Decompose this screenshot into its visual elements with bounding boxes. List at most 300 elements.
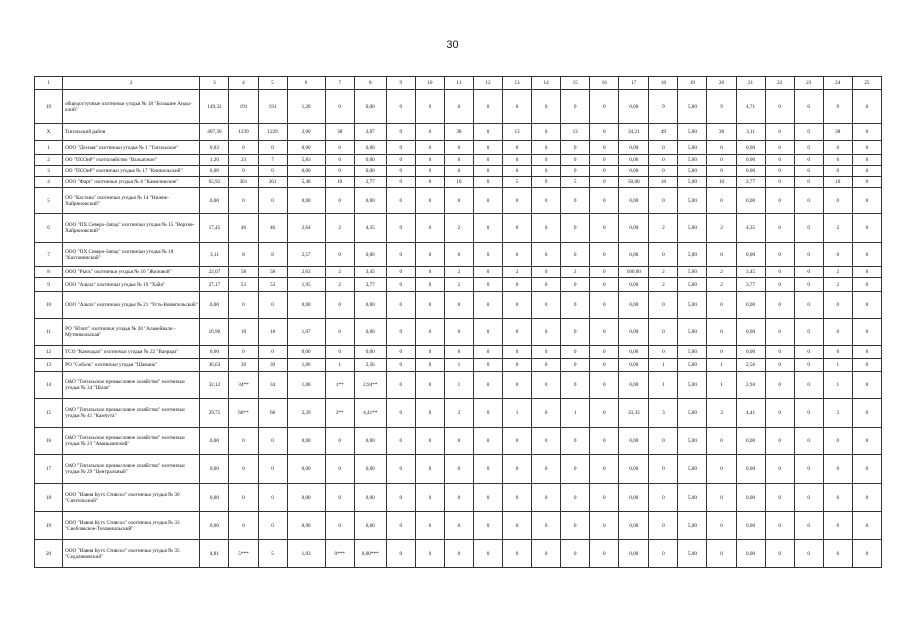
- value-cell: 0: [794, 278, 823, 292]
- value-cell: 0: [649, 141, 678, 155]
- value-cell: 0: [503, 512, 532, 540]
- value-cell: 0: [765, 346, 794, 359]
- value-cell: 0: [794, 90, 823, 124]
- column-number-cell: 11: [444, 77, 473, 90]
- value-cell: 0: [444, 141, 473, 155]
- value-cell: 0,00: [200, 346, 229, 359]
- value-cell: 0,00: [736, 319, 765, 346]
- value-cell: 361: [258, 177, 287, 188]
- value-cell: 0: [473, 166, 502, 177]
- value-cell: 0: [473, 455, 502, 484]
- value-cell: 0: [532, 428, 561, 455]
- value-cell: 34**: [229, 372, 258, 399]
- value-cell: 58: [229, 267, 258, 278]
- row-number-cell: 11: [35, 319, 63, 346]
- value-cell: 0: [852, 399, 881, 428]
- value-cell: 2,56: [736, 359, 765, 372]
- value-cell: 5,00: [678, 214, 707, 243]
- value-cell: 0: [503, 243, 532, 267]
- value-cell: 0: [561, 90, 590, 124]
- value-cell: 0: [532, 484, 561, 512]
- value-cell: 0: [325, 188, 354, 214]
- value-cell: 0: [325, 484, 354, 512]
- value-cell: 0: [590, 346, 619, 359]
- value-cell: 0,00: [354, 428, 386, 455]
- value-cell: 3,11: [200, 243, 229, 267]
- value-cell: 0: [532, 292, 561, 319]
- value-cell: 0,00: [619, 278, 649, 292]
- column-number-cell: 8: [354, 77, 386, 90]
- value-cell: 0: [794, 319, 823, 346]
- value-cell: 0: [386, 428, 415, 455]
- value-cell: 0: [503, 346, 532, 359]
- value-cell: 0: [532, 214, 561, 243]
- value-cell: 0: [386, 399, 415, 428]
- value-cell: 0: [229, 166, 258, 177]
- table-row: [35, 346, 882, 359]
- value-cell: 0: [590, 292, 619, 319]
- value-cell: 0: [765, 188, 794, 214]
- value-cell: 0: [765, 359, 794, 372]
- row-number-cell: 3: [35, 166, 63, 177]
- value-cell: 0: [415, 141, 444, 155]
- value-cell: 0,00: [354, 155, 386, 166]
- value-cell: 0: [590, 372, 619, 399]
- value-cell: 0: [532, 372, 561, 399]
- value-cell: 0: [503, 141, 532, 155]
- value-cell: 0: [852, 124, 881, 141]
- value-cell: 2: [325, 214, 354, 243]
- value-cell: 5,00: [678, 278, 707, 292]
- value-cell: 0: [473, 124, 502, 141]
- value-cell: 0: [258, 428, 287, 455]
- value-cell: 0: [823, 319, 852, 346]
- value-cell: 0: [852, 540, 881, 568]
- hunting-ground-name-cell: ООО "ПХ Северо-Запад" охотничьи угодья № 15 "Верхне-Хайрюзовский": [63, 214, 200, 243]
- table-row: [35, 141, 882, 155]
- value-cell: 0,00: [287, 141, 325, 155]
- table-row: [35, 540, 882, 568]
- table-row: [35, 243, 882, 267]
- value-cell: 5,00: [678, 124, 707, 141]
- table-row: [35, 267, 882, 278]
- value-cell: 0: [415, 177, 444, 188]
- value-cell: 0: [765, 267, 794, 278]
- value-cell: 46: [258, 214, 287, 243]
- value-cell: 0: [707, 319, 736, 346]
- value-cell: 0: [823, 540, 852, 568]
- value-cell: 0: [386, 372, 415, 399]
- value-cell: 0,00: [287, 346, 325, 359]
- value-cell: 0: [532, 155, 561, 166]
- value-cell: 0,00: [736, 155, 765, 166]
- value-cell: 49: [649, 124, 678, 141]
- value-cell: 0: [561, 346, 590, 359]
- value-cell: 68**: [229, 399, 258, 428]
- value-cell: 5,00: [678, 540, 707, 568]
- value-cell: 0,00: [287, 188, 325, 214]
- row-number-cell: 10: [35, 292, 63, 319]
- value-cell: 0,00: [200, 188, 229, 214]
- value-cell: 18: [229, 319, 258, 346]
- value-cell: 0: [503, 455, 532, 484]
- table-row: [35, 484, 882, 512]
- value-cell: 0: [473, 399, 502, 428]
- value-cell: 0: [229, 512, 258, 540]
- value-cell: 0: [415, 540, 444, 568]
- value-cell: 100,00: [619, 267, 649, 278]
- value-cell: 0: [794, 141, 823, 155]
- table-row: [35, 166, 882, 177]
- value-cell: 0: [852, 267, 881, 278]
- value-cell: 0: [386, 319, 415, 346]
- value-cell: 50,00: [619, 177, 649, 188]
- value-cell: 5,00: [678, 319, 707, 346]
- value-cell: 38: [823, 124, 852, 141]
- value-cell: 2: [561, 267, 590, 278]
- value-cell: 1: [823, 359, 852, 372]
- value-cell: 0: [444, 243, 473, 267]
- value-cell: 0: [386, 484, 415, 512]
- column-number-cell: 18: [649, 77, 678, 90]
- value-cell: 0: [386, 141, 415, 155]
- value-cell: 0: [325, 155, 354, 166]
- value-cell: 0: [415, 346, 444, 359]
- value-cell: 0: [532, 346, 561, 359]
- value-cell: 0: [325, 346, 354, 359]
- value-cell: 0: [503, 484, 532, 512]
- value-cell: 0: [386, 124, 415, 141]
- value-cell: 4,41: [736, 399, 765, 428]
- value-cell: 0: [503, 188, 532, 214]
- value-cell: 2: [444, 214, 473, 243]
- hunting-ground-name-cell: ОАО "Тигильское промысловое хозяйство" охотничьи угодья № 41 "Камчута": [63, 399, 200, 428]
- hunting-ground-name-cell: РО "Соболь" охотничьи угодья "Шамань": [63, 359, 200, 372]
- row-number-cell: 12: [35, 346, 63, 359]
- value-cell: 0: [823, 155, 852, 166]
- value-cell: 0: [707, 540, 736, 568]
- value-cell: 2,56: [354, 359, 386, 372]
- value-cell: 1,07: [287, 319, 325, 346]
- value-cell: 5,00: [678, 346, 707, 359]
- value-cell: 0: [590, 141, 619, 155]
- value-cell: 0: [444, 512, 473, 540]
- table-row: [35, 399, 882, 428]
- value-cell: 0: [823, 243, 852, 267]
- value-cell: 3,77: [736, 278, 765, 292]
- value-cell: 0: [590, 540, 619, 568]
- value-cell: 0: [473, 292, 502, 319]
- value-cell: 2: [823, 267, 852, 278]
- value-cell: 0: [765, 428, 794, 455]
- value-cell: 1: [503, 399, 532, 428]
- value-cell: 0: [444, 484, 473, 512]
- value-cell: 0: [852, 188, 881, 214]
- value-cell: 10: [325, 177, 354, 188]
- value-cell: 0: [765, 166, 794, 177]
- value-cell: 5,00: [678, 90, 707, 124]
- value-cell: 0: [707, 428, 736, 455]
- value-cell: 0: [473, 177, 502, 188]
- value-cell: 5,00: [678, 428, 707, 455]
- value-cell: 0: [765, 177, 794, 188]
- value-cell: 0: [765, 90, 794, 124]
- value-cell: 0,00: [736, 188, 765, 214]
- value-cell: 0: [386, 346, 415, 359]
- table-row: [35, 319, 882, 346]
- column-number-cell: 7: [325, 77, 354, 90]
- value-cell: 0,00: [619, 359, 649, 372]
- value-cell: 1: [325, 359, 354, 372]
- value-cell: 0,00: [287, 512, 325, 540]
- value-cell: 0: [444, 166, 473, 177]
- row-number-cell: 4: [35, 177, 63, 188]
- value-cell: 1**: [325, 372, 354, 399]
- row-number-cell: 9: [35, 278, 63, 292]
- value-cell: 0,00: [354, 455, 386, 484]
- value-cell: 0: [532, 243, 561, 267]
- value-cell: 0: [561, 455, 590, 484]
- value-cell: 0,00: [287, 455, 325, 484]
- value-cell: 0: [649, 484, 678, 512]
- value-cell: 0: [794, 540, 823, 568]
- value-cell: 2,64: [287, 214, 325, 243]
- value-cell: 10: [444, 177, 473, 188]
- value-cell: 0: [473, 540, 502, 568]
- value-cell: 13: [561, 124, 590, 141]
- table-row: [35, 90, 882, 124]
- value-cell: 0,00: [354, 243, 386, 267]
- value-cell: 0: [325, 243, 354, 267]
- value-cell: 0: [561, 512, 590, 540]
- hunting-ground-name-cell: Тигильский район: [63, 124, 200, 141]
- value-cell: 0: [386, 243, 415, 267]
- value-cell: 0: [561, 540, 590, 568]
- value-cell: 1: [561, 399, 590, 428]
- value-cell: 191: [229, 90, 258, 124]
- hunting-ground-name-cell: ТСО "Камчадал" охотничьи угодья № 22 "Ваерара": [63, 346, 200, 359]
- column-number-row: [35, 77, 882, 90]
- value-cell: 23: [229, 155, 258, 166]
- value-cell: 0: [415, 214, 444, 243]
- value-cell: 0,00: [619, 484, 649, 512]
- value-cell: 0: [852, 166, 881, 177]
- value-cell: 0: [503, 319, 532, 346]
- value-cell: 8: [258, 243, 287, 267]
- hunting-ground-name-cell: ООО "Альпа" охотничьи угодья № 21 "Усть-Воямпольский": [63, 292, 200, 319]
- value-cell: 0: [561, 155, 590, 166]
- value-cell: 0: [765, 278, 794, 292]
- hunting-ground-name-cell: ООО "Иавия Кутх Стивсол" охотничьи угодья № 35 "Седаливовский": [63, 540, 200, 568]
- hunting-ground-name-cell: ООО "Альпа" охотничьи угодья № 19 "Хайл": [63, 278, 200, 292]
- value-cell: 0,00: [287, 428, 325, 455]
- value-cell: 1,03: [287, 540, 325, 568]
- value-cell: 0: [852, 214, 881, 243]
- value-cell: 0: [707, 292, 736, 319]
- value-cell: 0: [503, 155, 532, 166]
- row-number-cell: 18: [35, 484, 63, 512]
- value-cell: 1: [823, 372, 852, 399]
- value-cell: 0: [386, 359, 415, 372]
- value-cell: 9: [649, 90, 678, 124]
- value-cell: 13: [503, 124, 532, 141]
- value-cell: 0: [794, 166, 823, 177]
- value-cell: 0: [532, 319, 561, 346]
- value-cell: 4,35: [736, 214, 765, 243]
- value-cell: 0: [794, 155, 823, 166]
- value-cell: 3,00: [287, 124, 325, 141]
- value-cell: 0: [852, 90, 881, 124]
- value-cell: 0,00: [736, 141, 765, 155]
- value-cell: 0: [258, 292, 287, 319]
- value-cell: 0: [765, 292, 794, 319]
- value-cell: 0: [794, 399, 823, 428]
- value-cell: 0: [852, 455, 881, 484]
- value-cell: 0: [561, 141, 590, 155]
- value-cell: 2,57: [287, 243, 325, 267]
- value-cell: 1229: [258, 124, 287, 141]
- table-row: [35, 455, 882, 484]
- value-cell: 4,35: [354, 214, 386, 243]
- value-cell: 0,00: [619, 372, 649, 399]
- value-cell: 0: [503, 540, 532, 568]
- value-cell: 0: [649, 319, 678, 346]
- value-cell: 1: [707, 372, 736, 399]
- value-cell: 0: [852, 359, 881, 372]
- value-cell: 0: [386, 292, 415, 319]
- value-cell: 0: [229, 428, 258, 455]
- value-cell: 0: [444, 90, 473, 124]
- value-cell: 0: [386, 455, 415, 484]
- value-cell: 0: [532, 399, 561, 428]
- hunting-ground-name-cell: ОАО "Тигильское промысловое хозяйство" охотничьи угодья № 23 "Аваньаинский": [63, 428, 200, 455]
- value-cell: 0: [415, 124, 444, 141]
- table-body: [35, 77, 882, 568]
- value-cell: 39: [229, 359, 258, 372]
- value-cell: 2: [707, 278, 736, 292]
- value-cell: 0: [590, 155, 619, 166]
- value-cell: 0: [649, 292, 678, 319]
- value-cell: 0: [473, 319, 502, 346]
- value-cell: 0: [473, 188, 502, 214]
- value-cell: 0: [503, 214, 532, 243]
- value-cell: 0: [765, 124, 794, 141]
- value-cell: 0,00: [354, 166, 386, 177]
- value-cell: 36,63: [200, 359, 229, 372]
- value-cell: 0: [823, 428, 852, 455]
- value-cell: 0: [503, 90, 532, 124]
- hunting-ground-name-cell: ООО "Фарт" охотничьи угодья № 6 "Камилинские": [63, 177, 200, 188]
- value-cell: 0: [707, 346, 736, 359]
- value-cell: 0,00: [736, 166, 765, 177]
- value-cell: 0: [415, 372, 444, 399]
- value-cell: 0: [473, 512, 502, 540]
- value-cell: 0: [444, 292, 473, 319]
- value-cell: 0: [794, 455, 823, 484]
- value-cell: 0: [503, 359, 532, 372]
- value-cell: 0: [649, 512, 678, 540]
- column-number-cell: 5: [258, 77, 287, 90]
- value-cell: 5,00: [678, 484, 707, 512]
- value-cell: 27,17: [200, 278, 229, 292]
- table-row: [35, 292, 882, 319]
- value-cell: 0,00: [200, 512, 229, 540]
- value-cell: 0: [707, 512, 736, 540]
- value-cell: 1,06: [287, 359, 325, 372]
- value-cell: 0: [561, 292, 590, 319]
- hunting-ground-name-cell: ООО "Десная" охотничьи угодья № 1 "Тигильское": [63, 141, 200, 155]
- row-number-cell: 19: [35, 90, 63, 124]
- value-cell: 0: [765, 243, 794, 267]
- value-cell: 2,94**: [354, 372, 386, 399]
- value-cell: 0,00: [200, 484, 229, 512]
- value-cell: 3,45: [736, 267, 765, 278]
- hunting-ground-name-cell: ОАО "Тигильское промысловое хозяйство" охотничьи угодья № 29 "Центральный": [63, 455, 200, 484]
- value-cell: 2,77: [354, 177, 386, 188]
- value-cell: 0: [794, 188, 823, 214]
- value-cell: 0: [765, 319, 794, 346]
- row-number-cell: X: [35, 124, 63, 141]
- value-cell: 0,00: [354, 346, 386, 359]
- column-number-cell: 1: [35, 77, 63, 90]
- value-cell: 361: [229, 177, 258, 188]
- value-cell: 0,00: [354, 141, 386, 155]
- value-cell: 0: [532, 512, 561, 540]
- value-cell: 0: [590, 484, 619, 512]
- value-cell: 0: [707, 155, 736, 166]
- value-cell: 0: [503, 292, 532, 319]
- value-cell: 38: [444, 124, 473, 141]
- value-cell: 3,11: [736, 124, 765, 141]
- value-cell: 0: [852, 512, 881, 540]
- value-cell: 0,00: [736, 243, 765, 267]
- data-table: [34, 76, 882, 568]
- value-cell: 0: [590, 267, 619, 278]
- value-cell: 0,00: [619, 319, 649, 346]
- value-cell: 3,45: [354, 267, 386, 278]
- value-cell: 0: [561, 319, 590, 346]
- value-cell: 0: [415, 243, 444, 267]
- value-cell: 5,00: [678, 267, 707, 278]
- value-cell: 0: [325, 90, 354, 124]
- value-cell: 0***: [325, 540, 354, 568]
- row-number-cell: 1: [35, 141, 63, 155]
- hunting-ground-name-cell: РО "Юлит" охотничьи угодья № 20 "Альвейвали - Мутникольская": [63, 319, 200, 346]
- table-row: [35, 214, 882, 243]
- value-cell: 0: [823, 512, 852, 540]
- hunting-ground-name-cell: ОАО "Тигильское промысловое хозяйство" охотничьи угодья № 34 "Шлак": [63, 372, 200, 399]
- value-cell: 0: [258, 166, 287, 177]
- hunting-ground-name-cell: ООО "Иавия Кутх Стивсол" охотничьи угодья № 30 "Снегильский": [63, 484, 200, 512]
- value-cell: 0: [532, 90, 561, 124]
- value-cell: 0: [386, 278, 415, 292]
- value-cell: 0,00: [619, 188, 649, 214]
- row-number-cell: 19: [35, 512, 63, 540]
- value-cell: 0: [444, 428, 473, 455]
- value-cell: 0: [823, 292, 852, 319]
- hunting-ground-name-cell: ООО "ПХ Северо-Запад" охотничьи угодья № 18 "Кахтанинский": [63, 243, 200, 267]
- row-number-cell: 15: [35, 399, 63, 428]
- value-cell: 5,00: [678, 359, 707, 372]
- value-cell: 0: [386, 188, 415, 214]
- value-cell: 0,00: [619, 90, 649, 124]
- value-cell: 39: [258, 359, 287, 372]
- value-cell: 0,00: [736, 428, 765, 455]
- value-cell: 0: [852, 177, 881, 188]
- value-cell: 0,00: [619, 214, 649, 243]
- value-cell: 0,00: [354, 319, 386, 346]
- value-cell: 0: [561, 243, 590, 267]
